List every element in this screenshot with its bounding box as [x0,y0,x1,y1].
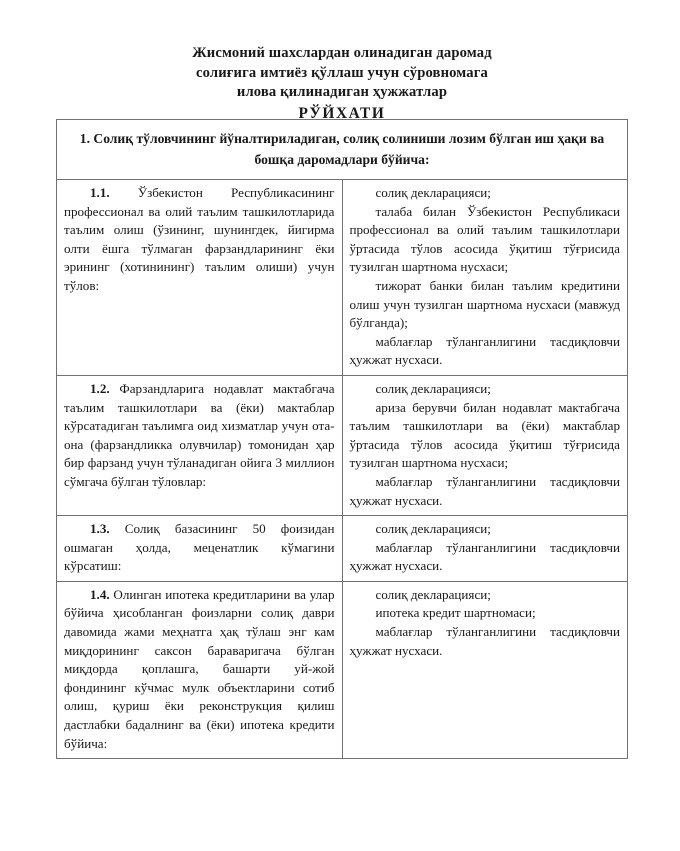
document-title [56,44,628,123]
row-1-3-number: 1.3. [90,521,110,537]
row-1-4-number: 1.4. [90,586,110,602]
row-1-2-number: 1.2. [90,380,110,396]
list-item: маблағлар тўланганлигини тасдиқловчи ҳужжат нусхаси. [349,624,620,658]
row-1-2-requirement-cell [57,375,343,515]
list-item: талаба билан Ўзбекистон Республикаси профессионал ва олий таълим ташкилотлари ўртасида тўлов асосида ўқитиш тўғрисида тузилган шартнома нусхаси; [349,203,620,275]
row-1-1-requirement-cell [57,180,343,376]
table-row [57,516,628,582]
list-item: солиқ декларацияси; [375,586,491,602]
table-row [57,375,628,515]
title-main: РЎЙХАТИ [298,104,386,122]
row-1-2-description: Фарзандларига нодавлат мактабгача таълим ташкилотлари ва (ёки) мактаблар кўрсатадиган таълимга оид хизматлар учун ота-она (фарзандликка олувчилар) томонидан ҳар бир фарзанд учун тўланадиган ойига 3 миллион сўмгача бўлган тўловлар: [64,380,335,489]
row-1-3-description: Солиқ базасининг 50 фоизидан ошмаган ҳолда, меценатлик кўмагини кўрсатиш: [64,521,335,574]
row-1-4-requirement-cell [57,581,343,758]
row-1-3-requirement-text [64,520,335,576]
section-header-cell: 1. Солиқ тўловчининг йўналтириладиган, солиқ солиниши лозим бўлган иш ҳақи ва бошқа даромадлари бўйича: [57,120,628,180]
table-row [57,180,628,376]
table-header-row [57,120,628,180]
list-item: солиқ декларацияси; [375,521,491,537]
list-item: солиқ декларацияси; [375,380,491,396]
table-row [57,581,628,758]
title-line-3: илова қилинадиган ҳужжатлар [236,84,448,100]
row-1-4-description: Олинган ипотека кредитларини ва улар бўйича ҳисобланган фоизларни солиқ даври давомида жами меҳнатга ҳақ тўлаш энг кам миқдорининг саксон бараваригача бўлган миқдорда қоплашга, башарти уй-жой фондининг кўчмас мулк объектларини сотиб олиш, қуриш ёки реконструкция қилиш дастлабки бадалнинг ва (ёки) ипотека кредити бўйича: [64,586,335,751]
row-1-2-documents-cell [342,375,628,515]
row-1-1-documents-cell [342,180,628,376]
list-item: тижорат банки билан таълим кредитини олиш учун тузилган шартнома нусхаси (мавжуд бўлганда); [349,277,620,331]
list-item: маблағлар тўланганлигини тасдиқловчи ҳужжат нусхаси. [349,333,620,368]
row-1-2-requirement-text [64,380,335,492]
list-item: солиқ декларацияси; [375,185,491,200]
documents-table [56,119,628,759]
table-body [57,120,628,759]
row-1-4-requirement-text [64,586,335,753]
row-1-3-documents-cell [342,516,628,582]
list-item: маблағлар тўланганлигини тасдиқловчи ҳужжат нусхаси. [349,539,620,574]
list-item: ипотека кредит шартномаси; [375,605,536,621]
list-item: маблағлар тўланганлигини тасдиқловчи ҳужжат нусхаси. [349,473,620,508]
title-line-2: солиғига имтиёз қўллаш учун сўровномага [196,64,488,81]
row-1-3-requirement-cell [57,516,343,582]
row-1-1-number: 1.1. [90,185,110,200]
row-1-4-documents-cell [342,581,628,758]
title-line-1: Жисмоний шахслардан олинадиган даромад [192,45,492,61]
row-1-1-description: Ўзбекистон Республикасининг профессионал ва олий таълим ташкилотларида таълим олиш (ўзининг, шунингдек, йигирма олти ёшга тўлмаган фарзандларининг ёки эрининг (хотинининг) таълим олиши) учун тўлов: [64,185,335,293]
row-1-1-requirement-text [64,184,335,296]
list-item: ариза берувчи билан нодавлат мактабгача таълим ташкилотлари ва (ёки) мактаблар ўртасида тўлов асосида ўқитиш тўғрисида тузилган шартнома нусхаси; [349,399,620,471]
